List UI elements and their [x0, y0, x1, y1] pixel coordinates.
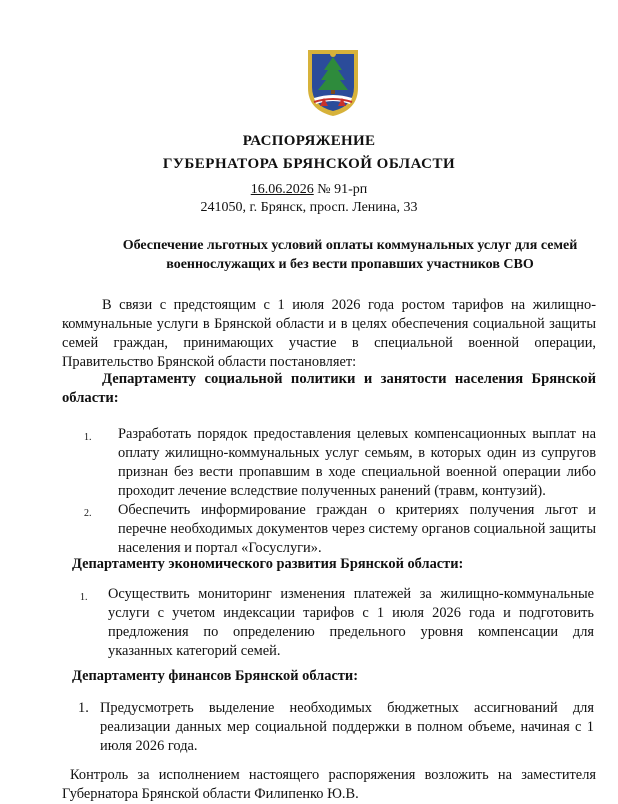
section-list-social: [84, 425, 596, 558]
list-item: [80, 585, 594, 661]
list-item-text: Разработать порядок предоставления целевых компенсационных выплат на оплату жилищно-коммунальных услуг семьям, в которых один из супругов признан без вести пропавшим в ходе специальной военной операции либо проходит лечение вследствие полученных ранений (травм, контузий).: [118, 426, 596, 499]
document-subject: [100, 236, 600, 274]
intro-paragraph: В связи с предстоящим с 1 июля 2026 года ростом тарифов на жилищно-коммунальные услуги в Брянской области и в целях обеспечения социальной защиты семей граждан, принимающих участие в специальной военной операции, Правительство Брянской области постановляет:: [62, 297, 596, 370]
list-item-text: Осуществить мониторинг изменения платежей за жилищно-коммунальные услуги с учетом индексации тарифов с 1 июля 2026 года и подготовить предложения по определению предельного уровня компенсации для указанных категорий семей.: [108, 586, 594, 659]
document-number: № 91-рп: [317, 182, 368, 197]
list-item: [78, 699, 594, 756]
section-list-economic: [80, 585, 594, 661]
list-item: [84, 425, 596, 501]
date-number-line: [0, 182, 618, 198]
bryansk-coat-of-arms-icon: [306, 48, 360, 118]
document-title: РАСПОРЯЖЕНИЕ: [242, 133, 376, 149]
section-heading-social: Департаменту социальной политики и занятости населения Брянской области:: [62, 371, 596, 406]
section-heading-economic: Департаменту экономического развития Брянской области:: [72, 556, 464, 572]
list-item-number: 1.: [84, 432, 92, 443]
list-item-text: Обеспечить информирование граждан о критериях получения льгот и перечне необходимых документов через систему органов социальной защиты населения и портал «Госуслуги».: [118, 502, 596, 556]
document-address: 241050, г. Брянск, просп. Ленина, 33: [200, 200, 418, 215]
document-date: 16.06.2026: [250, 182, 314, 197]
subject-line-2: военнослужащих и без вести пропавших участников СВО: [166, 257, 534, 272]
list-item-text: Предусмотреть выделение необходимых бюджетных ассигнований для реализации данных мер социальной поддержки в полном объеме, начиная с 1 июля 2026 года.: [100, 700, 594, 754]
section-list-finance: [78, 699, 594, 756]
list-item-number: 2.: [84, 508, 92, 519]
section-heading-finance: Департаменту финансов Брянской области:: [72, 668, 358, 684]
subject-line-1: Обеспечение льготных условий оплаты коммунальных услуг для семей: [122, 238, 578, 253]
document-subtitle: ГУБЕРНАТОРА БРЯНСКОЙ ОБЛАСТИ: [162, 156, 456, 172]
closing-paragraph: Контроль за исполнением настоящего распоряжения возложить на заместителя Губернатора Брянской области Филипенко Ю.В.: [62, 767, 596, 802]
list-item-number: 1.: [80, 592, 88, 603]
list-item-number: 1.: [78, 700, 89, 716]
list-item: [84, 501, 596, 558]
